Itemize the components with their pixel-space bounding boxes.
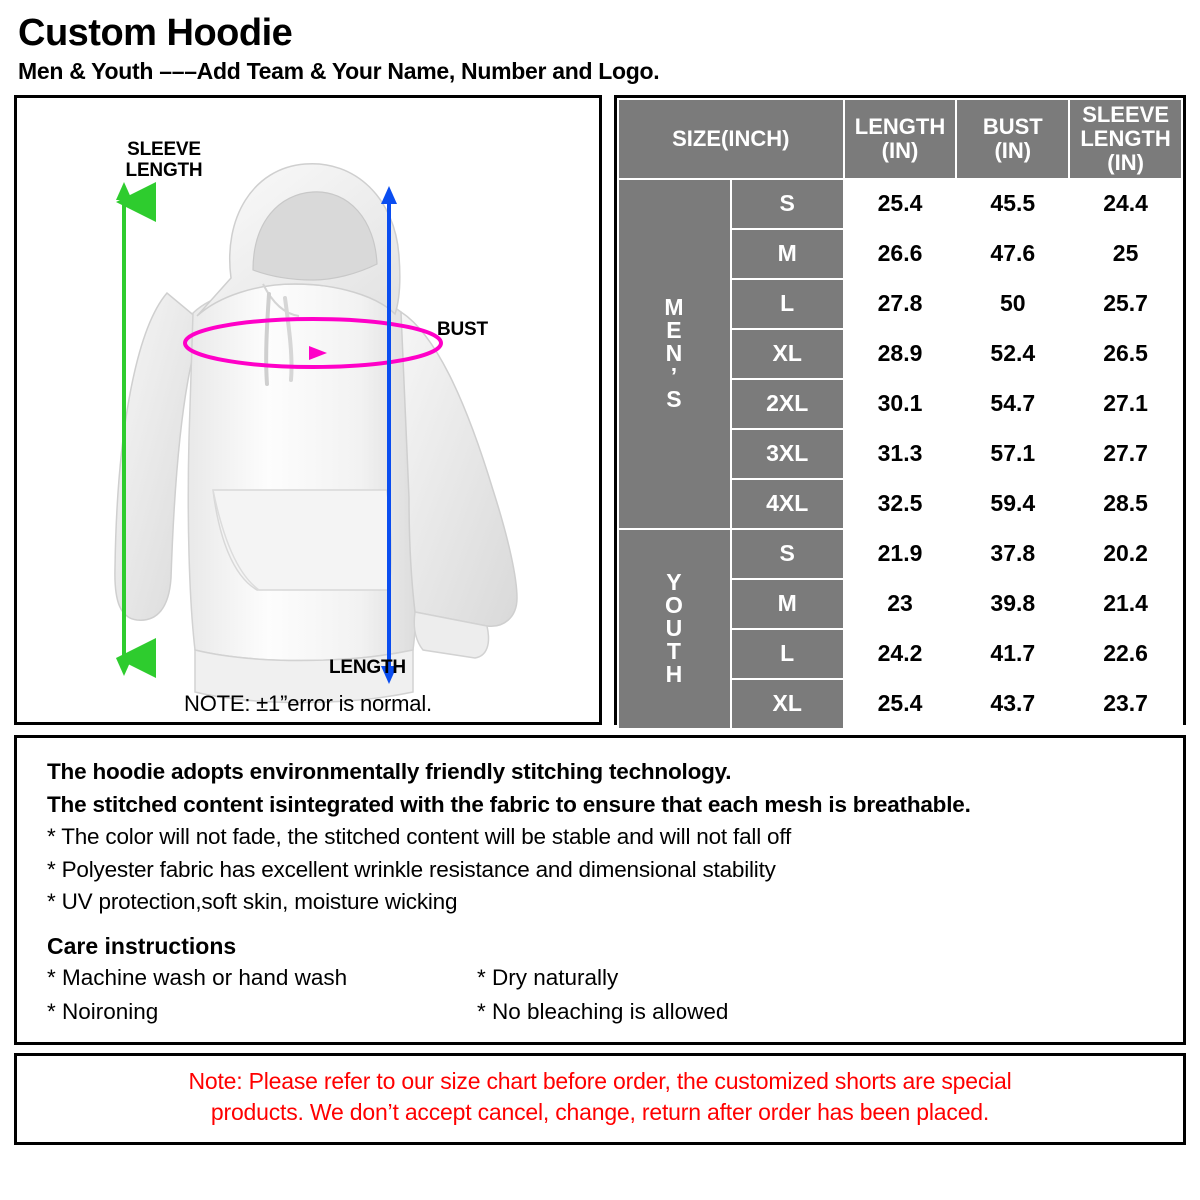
top-section [14, 95, 1186, 725]
bust-cell: 39.8 [956, 579, 1069, 629]
length-cell: 26.6 [844, 229, 957, 279]
hoodie-illustration-panel [14, 95, 602, 725]
info-line: The stitched content isintegrated with the fabric to ensure that each mesh is breathable. [47, 791, 971, 817]
size-cell: L [731, 629, 844, 679]
sleeve-cell: 26.5 [1069, 329, 1182, 379]
care-item: * Machine wash or hand wash [47, 965, 348, 991]
size-cell: S [731, 179, 844, 229]
order-policy-panel [14, 1053, 1186, 1145]
size-cell: S [731, 529, 844, 579]
header-size: SIZE(INCH) [618, 99, 844, 179]
size-cell: XL [731, 679, 844, 729]
length-cell: 27.8 [844, 279, 957, 329]
group-char: N [665, 340, 684, 367]
length-cell: 31.3 [844, 429, 957, 479]
header-sleeve-length: SLEEVE LENGTH (IN) [1069, 99, 1182, 179]
length-cell: 21.9 [844, 529, 957, 579]
header-bust: BUST (IN) [956, 99, 1069, 179]
header-length: LENGTH (IN) [844, 99, 957, 179]
sleeve-cell: 27.7 [1069, 429, 1182, 479]
sleeve-cell: 27.1 [1069, 379, 1182, 429]
size-cell: M [731, 579, 844, 629]
group-char: U [665, 615, 684, 642]
group-char: M [664, 294, 685, 321]
group-char: O [664, 592, 684, 619]
care-item: * Noironing [47, 998, 159, 1024]
size-cell: 2XL [731, 379, 844, 429]
hoodie-diagram [17, 98, 599, 722]
sleeve-length-label-line1: SLEEVE [127, 138, 201, 160]
bust-cell: 37.8 [956, 529, 1069, 579]
group-char: E [666, 317, 683, 344]
group-label-mens [618, 179, 731, 529]
size-table [617, 98, 1183, 730]
length-cell: 28.9 [844, 329, 957, 379]
bust-cell: 43.7 [956, 679, 1069, 729]
sleeve-cell: 25.7 [1069, 279, 1182, 329]
length-cell: 30.1 [844, 379, 957, 429]
bust-cell: 57.1 [956, 429, 1069, 479]
bust-cell: 50 [956, 279, 1069, 329]
bust-cell: 45.5 [956, 179, 1069, 229]
size-cell: 3XL [731, 429, 844, 479]
size-cell: 4XL [731, 479, 844, 529]
size-cell: L [731, 279, 844, 329]
sleeve-cell: 23.7 [1069, 679, 1182, 729]
length-cell: 24.2 [844, 629, 957, 679]
sleeve-cell: 21.4 [1069, 579, 1182, 629]
info-line: The hoodie adopts environmentally friendly stitching technology. [47, 758, 732, 784]
group-char: ’ [670, 363, 679, 390]
length-cell: 25.4 [844, 679, 957, 729]
sleeve-length-label [99, 140, 229, 182]
care-instructions-title: Care instructions [47, 933, 237, 960]
table-header-row [618, 99, 1182, 179]
sleeve-cell: 22.6 [1069, 629, 1182, 679]
care-item: * Dry naturally [477, 965, 619, 991]
group-label-youth [618, 529, 731, 729]
sleeve-cell: 28.5 [1069, 479, 1182, 529]
page-title: Custom Hoodie [18, 12, 293, 54]
measure-note: NOTE: ±1”error is normal. [184, 690, 432, 716]
bust-cell: 52.4 [956, 329, 1069, 379]
product-info-panel [14, 735, 1186, 1045]
bust-cell: 41.7 [956, 629, 1069, 679]
group-char: S [666, 386, 683, 413]
info-line: * The color will not fade, the stitched content will be stable and will not fall off [47, 824, 792, 850]
length-cell: 32.5 [844, 479, 957, 529]
order-policy-line1: Note: Please refer to our size chart before order, the customized shorts are special [188, 1067, 1012, 1094]
group-char: T [666, 638, 682, 665]
size-cell: XL [731, 329, 844, 379]
sleeve-cell: 25 [1069, 229, 1182, 279]
size-cell: M [731, 229, 844, 279]
order-policy-line2: products. We don’t accept cancel, change, return after order has been placed. [210, 1098, 990, 1125]
page-subtitle: Men & Youth –––Add Team & Your Name, Number and Logo. [18, 57, 660, 84]
care-item: * No bleaching is allowed [477, 998, 729, 1024]
table-row [618, 179, 1182, 229]
group-char: H [665, 661, 684, 688]
bust-cell: 47.6 [956, 229, 1069, 279]
length-label: LENGTH [329, 656, 406, 678]
sleeve-cell: 20.2 [1069, 529, 1182, 579]
table-row [618, 529, 1182, 579]
bust-label: BUST [437, 318, 488, 340]
sleeve-length-label-line2: LENGTH [125, 159, 203, 181]
group-char: Y [666, 569, 683, 596]
length-cell: 23 [844, 579, 957, 629]
bust-cell: 59.4 [956, 479, 1069, 529]
sleeve-cell: 24.4 [1069, 179, 1182, 229]
bust-cell: 54.7 [956, 379, 1069, 429]
care-instructions-list [47, 962, 1153, 1028]
length-cell: 25.4 [844, 179, 957, 229]
info-line: * Polyester fabric has excellent wrinkle resistance and dimensional stability [47, 856, 776, 882]
size-table-panel [614, 95, 1186, 725]
info-line: * UV protection,soft skin, moisture wicking [47, 889, 458, 915]
